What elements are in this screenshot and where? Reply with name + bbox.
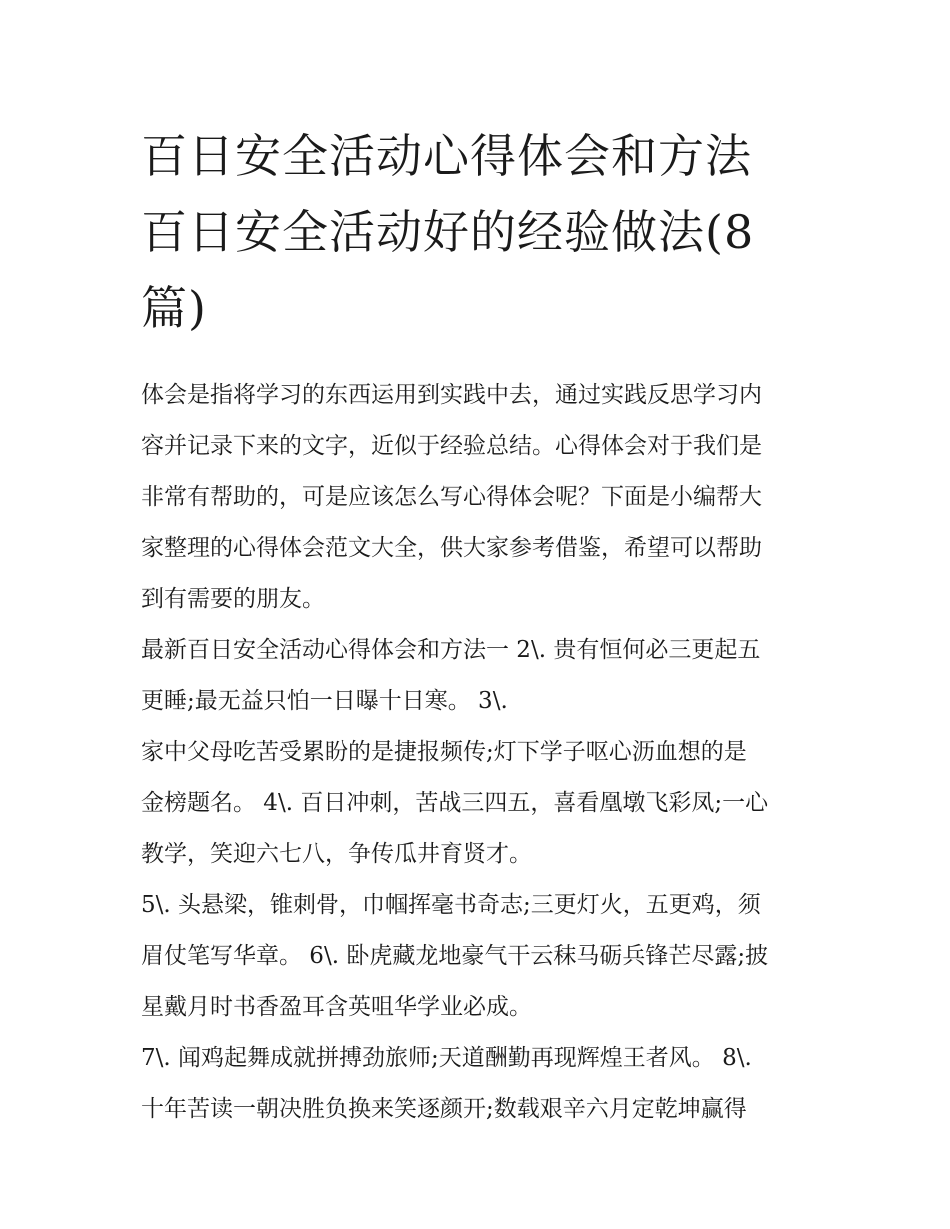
text-line: 星戴月时书香盈耳含英咀华学业必成。 (141, 994, 532, 1020)
text-line: 5\. 头悬梁，锥刺骨，巾帼挥毫书奇志;三更灯火，五更鸡，须 (141, 892, 761, 918)
title-line: 篇) (141, 281, 207, 335)
title-line: 百日安全活动心得体会和方法 (141, 129, 752, 183)
body-paragraph (141, 625, 821, 727)
body-paragraph (141, 727, 821, 880)
text-line: 容并记录下来的文字，近似于经验总结。心得体会对于我们是 (141, 433, 762, 459)
text-line: 家整理的心得体会范文大全，供大家参考借鉴，希望可以帮助 (141, 535, 762, 561)
text-line: 非常有帮助的，可是应该怎么写心得体会呢？下面是小编帮大 (141, 484, 762, 510)
body-paragraph (141, 880, 821, 1033)
text-line: 7\. 闻鸡起舞成就拼搏劲旅师;天道酬勤再现辉煌王者风。 8\. (141, 1045, 752, 1071)
intro-paragraph (141, 370, 821, 625)
text-line: 教学，笑迎六七八，争传瓜井育贤才。 (141, 841, 532, 867)
title-line: 百日安全活动好的经验做法(8 (141, 205, 755, 259)
text-line: 更睡;最无益只怕一日曝十日寒。 3\. (141, 688, 508, 714)
text-line: 金榜题名。 4\. 百日冲刺，苦战三四五，喜看凰墩飞彩凤;一心 (141, 790, 769, 816)
text-line: 家中父母吃苦受累盼的是捷报频传;灯下学子呕心沥血想的是 (141, 739, 747, 765)
text-line: 到有需要的朋友。 (141, 586, 325, 612)
text-line: 十年苦读一朝决胜负换来笑逐颜开;数载艰辛六月定乾坤赢得 (141, 1096, 747, 1122)
body-paragraph (141, 1033, 821, 1135)
document-body (141, 370, 821, 1135)
document-title (141, 118, 821, 346)
text-line: 体会是指将学习的东西运用到实践中去，通过实践反思学习内 (141, 382, 762, 408)
text-line: 最新百日安全活动心得体会和方法一 2\. 贵有恒何必三更起五 (141, 637, 761, 663)
document-page (141, 118, 821, 1135)
text-line: 眉仗笔写华章。 6\. 卧虎藏龙地豪气干云秣马砺兵锋芒尽露;披 (141, 943, 769, 969)
